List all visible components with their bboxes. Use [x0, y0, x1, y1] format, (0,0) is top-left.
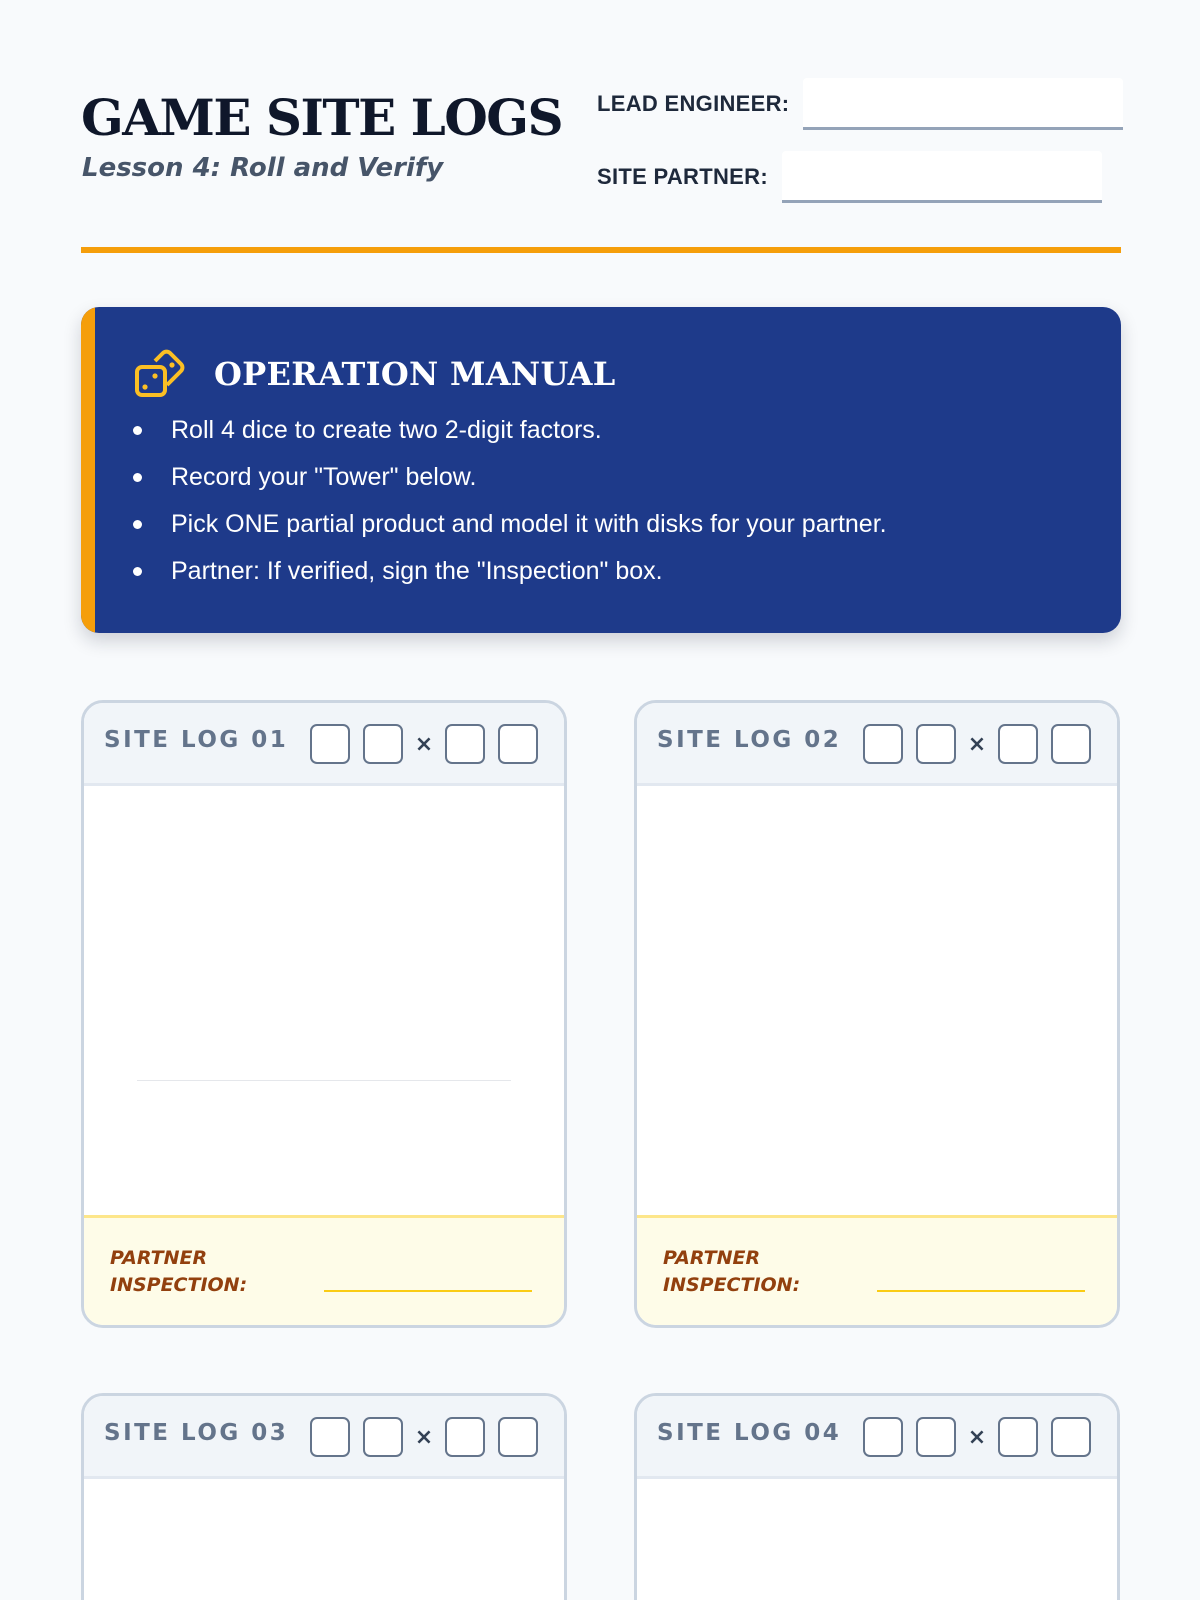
signature-line[interactable] [324, 1290, 532, 1292]
manual-item: Roll 4 dice to create two 2-digit factors. [133, 415, 887, 462]
partner-inspection-box [637, 1215, 1117, 1325]
die-box[interactable] [998, 724, 1038, 764]
site-log-title: SITE LOG 03 [104, 1420, 289, 1446]
signature-line[interactable] [877, 1290, 1085, 1292]
site-log-card [81, 700, 567, 1328]
die-box[interactable] [863, 724, 903, 764]
site-log-header [84, 703, 564, 786]
die-box[interactable] [445, 724, 485, 764]
site-log-header [637, 703, 1117, 786]
manual-item: Record your "Tower" below. [133, 462, 887, 509]
partner-inspection-label: PARTNER INSPECTION: [663, 1247, 801, 1296]
die-box[interactable] [863, 1417, 903, 1457]
site-log-header [637, 1396, 1117, 1479]
manual-list [133, 415, 887, 603]
operation-manual [81, 307, 1121, 633]
site-log-header [84, 1396, 564, 1479]
site-partner-label: SITE PARTNER: [597, 164, 768, 189]
manual-accent-stripe [81, 307, 95, 633]
die-box[interactable] [310, 724, 350, 764]
site-partner-field[interactable] [782, 151, 1102, 203]
die-box[interactable] [916, 724, 956, 764]
site-log-card [634, 1393, 1120, 1600]
site-partner-row [597, 151, 1102, 203]
lead-engineer-field[interactable] [803, 78, 1123, 130]
times-sign: × [967, 731, 987, 757]
die-box[interactable] [1051, 724, 1091, 764]
dice-entry [310, 1417, 538, 1457]
site-log-card [634, 700, 1120, 1328]
lead-engineer-row [597, 78, 1123, 130]
die-box[interactable] [1051, 1417, 1091, 1457]
page-subtitle: Lesson 4: Roll and Verify [82, 153, 444, 183]
partner-inspection-box [84, 1215, 564, 1325]
dice-icon [133, 347, 187, 401]
site-log-title: SITE LOG 01 [104, 727, 289, 753]
partner-inspection-label: PARTNER INSPECTION: [110, 1247, 248, 1296]
header-divider [81, 247, 1121, 253]
die-box[interactable] [916, 1417, 956, 1457]
dice-entry [863, 1417, 1091, 1457]
die-box[interactable] [445, 1417, 485, 1457]
times-sign: × [414, 1424, 434, 1450]
die-box[interactable] [363, 1417, 403, 1457]
page-title: GAME SITE LOGS [81, 88, 563, 147]
lead-engineer-label: LEAD ENGINEER: [597, 91, 790, 116]
manual-item: Pick ONE partial product and model it with disks for your partner. [133, 509, 887, 556]
dice-entry [310, 724, 538, 764]
die-box[interactable] [363, 724, 403, 764]
die-box[interactable] [498, 1417, 538, 1457]
manual-item: Partner: If verified, sign the "Inspection" box. [133, 556, 887, 603]
worksheet-header [81, 78, 1121, 198]
times-sign: × [414, 731, 434, 757]
work-area-line [137, 1080, 511, 1081]
manual-title: OPERATION MANUAL [214, 355, 616, 393]
die-box[interactable] [998, 1417, 1038, 1457]
site-log-title: SITE LOG 02 [657, 727, 842, 753]
die-box[interactable] [498, 724, 538, 764]
site-log-card [81, 1393, 567, 1600]
site-log-title: SITE LOG 04 [657, 1420, 842, 1446]
dice-entry [863, 724, 1091, 764]
die-box[interactable] [310, 1417, 350, 1457]
times-sign: × [967, 1424, 987, 1450]
